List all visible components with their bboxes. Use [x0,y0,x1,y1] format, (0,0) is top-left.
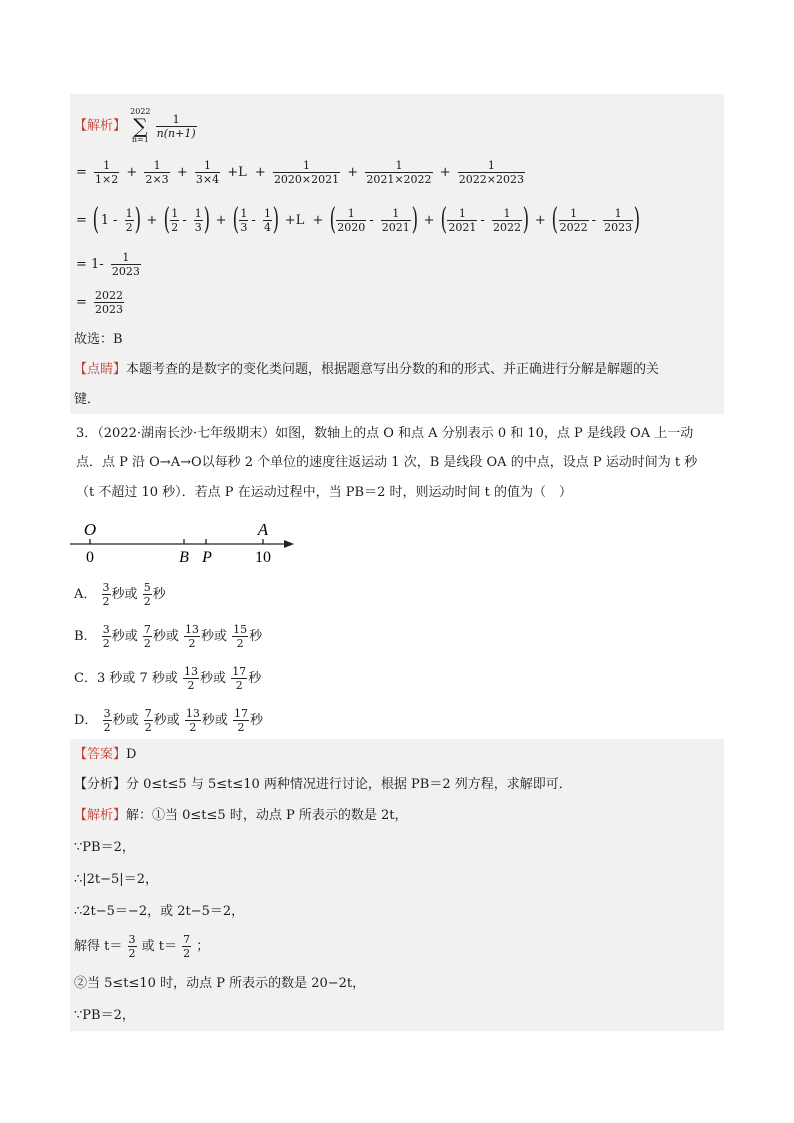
option-d[interactable]: D． $\frac{3}{2}$ 秒或 $\frac{7}{2}$ 秒或 $\frac{13}{2}$ 秒或 $\frac{17}{2}$ 秒 [74,707,264,734]
simplify-line: = 1- $\frac{1}{2023}$ [76,251,140,278]
question-3-line-3: （t 不超过 10 秒）．若点 P 在运动过程中，当 PB＝2 时，则运动时间 t 的值为（ ） [76,485,572,500]
solution-line-3: ∴|2t−5|＝2， [74,872,158,887]
solution-line-5: 解得 t＝ $\frac{3}{2}$ 或 t＝ $\frac{7}{2}$ ； [74,933,210,960]
question-3-line-2: 点．点 P 沿 O→A→O以每秒 2 个单位的速度往返运动 1 次，B 是线段 OA 的中点，设点 P 运动时间为 t 秒 [76,455,698,470]
label-B: B [179,549,189,566]
result-line: = $\frac{2022}{2023}$ [76,289,124,316]
analysis2-line: 【分析】分 0≤t≤5 与 5≤t≤10 两种情况进行讨论，根据 PB＝2 列方程，求解即可． [74,777,572,792]
option-b[interactable]: B． $\frac{3}{2}$ 秒或 $\frac{7}{2}$ 秒或 $\frac{13}{2}$ 秒或 $\frac{15}{2}$ 秒 [74,623,263,650]
solution-line-2: ∵PB＝2， [74,840,135,855]
solution-line-1: 【解析】解：①当 0≤t≤5 时，动点 P 所表示的数是 2t， [74,808,408,823]
number-line-figure [70,515,300,570]
expansion-line-2: = ( 1 - $\frac{1}{2}$ ) + ( $\frac{1}{2}$ - $\frac{1}{3}$ ) + ( $\frac{1}{3}$ - $\frac{1}{4}$ ) +L + ( $\frac{1}{2020}$ - $\frac{1}{2021}$ ) + ( $\frac{1}{2021}$ - $\frac{1}{2022}$ ) + ( $\frac{1}{2022}$ - $\frac{1}{2023}$ ) [76,202,641,237]
expansion-line-1: = $\frac{1}{1\times 2}$ + $\frac{1}{2\times 3}$ + $\frac{1}{3\times 4}$ +L + $\frac{1}{2020\times 2021}$ + $\frac{1}{2021\times 2022}$ + $\frac{1}{2022\times 2023}$ [76,159,524,186]
answer-line: 【答案】D [74,747,137,762]
solution-line-6: ②当 5≤t≤10 时，动点 P 所表示的数是 20−2t， [74,976,366,991]
label-zero: 0 [86,549,94,566]
sum-symbol: 2022 ∑ n=1 [130,107,151,144]
sum-term-fraction: $\frac{1}{n(n+1)}$ [156,112,196,140]
option-a[interactable]: A． $\frac{3}{2}$ 秒或 $\frac{5}{2}$ 秒 [74,581,166,608]
solution-line-7: ∵PB＝2， [74,1008,135,1023]
analysis-label: 【解析】 [74,118,127,134]
label-ten: 10 [255,549,271,566]
question-3-line-1: 3．（2022·湖南长沙·七年级期末）如图，数轴上的点 O 和点 A 分别表示 0 和 10，点 P 是线段 OA 上一动 [76,426,694,441]
comment-line-2: 键． [74,392,101,407]
analysis-sum-line [74,108,198,144]
solution-line-4: ∴2t−5＝−2，或 2t−5＝2， [74,904,245,919]
option-c[interactable]: C．3 秒或 7 秒或 $\frac{13}{2}$ 秒或 $\frac{17}{2}$ 秒 [74,665,262,692]
choice-line: 故选：B [74,332,123,347]
label-O: O [83,520,97,539]
label-P: P [202,549,212,566]
label-A: A [257,520,269,539]
comment-line: 【点睛】本题考查的是数字的变化类问题，根据题意写出分数的和的形式、并正确进行分解是解题的关 [74,362,660,377]
